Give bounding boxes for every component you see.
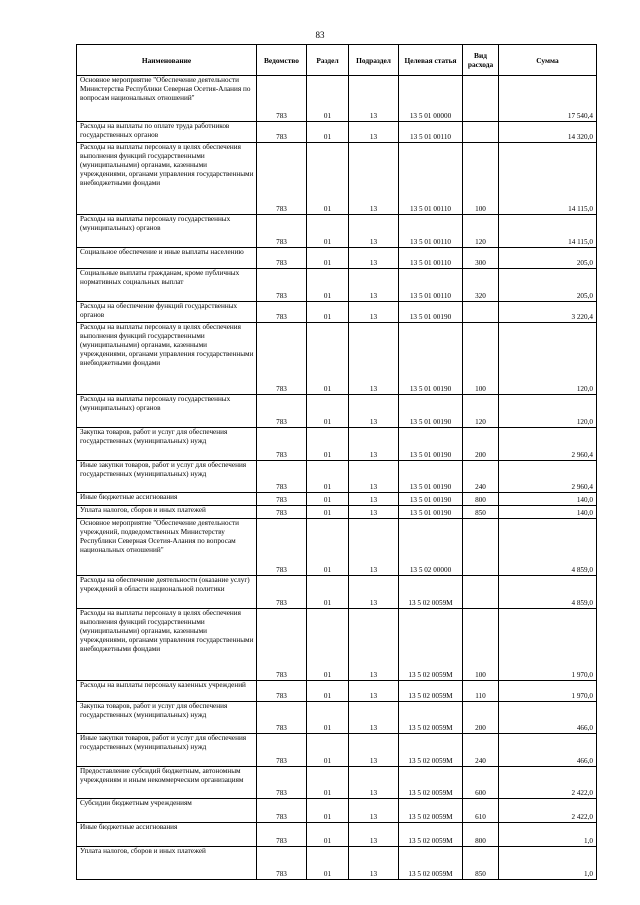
- table-row: [77, 122, 597, 143]
- row-section-cell: 01: [307, 76, 349, 122]
- row-section-cell: 01: [307, 799, 349, 823]
- row-target-article-cell: 13 5 01 00190: [399, 461, 463, 493]
- row-subsection-cell: 13: [349, 143, 399, 215]
- row-target-article-cell: 13 5 02 0059М: [399, 734, 463, 767]
- row-department-cell: 783: [257, 576, 307, 609]
- table-row: [77, 847, 597, 880]
- row-name-cell: Социальное обеспечение и иные выплаты населению: [77, 248, 257, 269]
- row-subsection-cell: 13: [349, 269, 399, 302]
- header-amount: Сумма: [499, 45, 597, 76]
- row-name-cell: Основное мероприятие "Обеспечение деятельности Министерства Республики Северная Осетия-Алания по вопросам национальных отношений": [77, 76, 257, 122]
- row-target-article-cell: 13 5 01 00110: [399, 248, 463, 269]
- table-row: [77, 702, 597, 734]
- row-target-article-cell: 13 5 01 00190: [399, 428, 463, 461]
- row-expense-type-cell: 100: [463, 609, 499, 681]
- row-amount-cell: 1,0: [499, 847, 597, 880]
- row-section-cell: 01: [307, 269, 349, 302]
- row-department-cell: 783: [257, 702, 307, 734]
- row-expense-type-cell: 240: [463, 734, 499, 767]
- row-amount-cell: 466,0: [499, 702, 597, 734]
- row-name-cell: Иные закупки товаров, работ и услуг для обеспечения государственных (муниципальных) нужд: [77, 734, 257, 767]
- row-name-cell: Основное мероприятие "Обеспечение деятельности учреждений, подведомственных Министерству Республики Северная Осетия-Алания по вопросам национальных отношений": [77, 519, 257, 576]
- row-target-article-cell: 13 5 01 00110: [399, 215, 463, 248]
- row-amount-cell: 2 422,0: [499, 767, 597, 799]
- row-name-cell: Расходы на выплаты персоналу в целях обеспечения выполнения функций государственными (муниципальными) органами, казенными учреждениями, органами управления государственными внебюджетными фондами: [77, 143, 257, 215]
- row-department-cell: 783: [257, 122, 307, 143]
- row-target-article-cell: 13 5 02 0059М: [399, 609, 463, 681]
- row-subsection-cell: 13: [349, 215, 399, 248]
- row-amount-cell: 466,0: [499, 734, 597, 767]
- row-name-cell: Уплата налогов, сборов и иных платежей: [77, 847, 257, 880]
- row-subsection-cell: 13: [349, 395, 399, 428]
- row-target-article-cell: 13 5 01 00110: [399, 122, 463, 143]
- row-department-cell: 783: [257, 76, 307, 122]
- row-department-cell: 783: [257, 799, 307, 823]
- row-expense-type-cell: [463, 519, 499, 576]
- table-row: [77, 767, 597, 799]
- row-expense-type-cell: [463, 122, 499, 143]
- row-target-article-cell: 13 5 01 00110: [399, 269, 463, 302]
- row-name-cell: Расходы на выплаты персоналу государственных (муниципальных) органов: [77, 395, 257, 428]
- row-subsection-cell: 13: [349, 323, 399, 395]
- row-expense-type-cell: 110: [463, 681, 499, 702]
- header-department: Ведомство: [257, 45, 307, 76]
- row-name-cell: Иные закупки товаров, работ и услуг для обеспечения государственных (муниципальных) нужд: [77, 461, 257, 493]
- row-name-cell: Расходы на выплаты персоналу государственных (муниципальных) органов: [77, 215, 257, 248]
- row-department-cell: 783: [257, 734, 307, 767]
- row-amount-cell: 2 960,4: [499, 461, 597, 493]
- row-expense-type-cell: 120: [463, 395, 499, 428]
- row-name-cell: Уплата налогов, сборов и иных платежей: [77, 506, 257, 519]
- row-section-cell: 01: [307, 847, 349, 880]
- row-subsection-cell: 13: [349, 576, 399, 609]
- row-subsection-cell: 13: [349, 702, 399, 734]
- row-section-cell: 01: [307, 395, 349, 428]
- row-department-cell: 783: [257, 269, 307, 302]
- row-amount-cell: 140,0: [499, 493, 597, 506]
- row-subsection-cell: 13: [349, 767, 399, 799]
- row-target-article-cell: 13 5 01 00190: [399, 506, 463, 519]
- row-name-cell: Расходы на выплаты персоналу в целях обеспечения выполнения функций государственными (муниципальными) органами, казенными учреждениями, органами управления государственными внебюджетными фондами: [77, 323, 257, 395]
- row-section-cell: 01: [307, 122, 349, 143]
- row-expense-type-cell: [463, 76, 499, 122]
- table-row: [77, 76, 597, 122]
- row-section-cell: 01: [307, 767, 349, 799]
- row-department-cell: 783: [257, 609, 307, 681]
- row-department-cell: 783: [257, 323, 307, 395]
- row-expense-type-cell: [463, 302, 499, 323]
- row-amount-cell: 205,0: [499, 269, 597, 302]
- row-name-cell: Расходы на обеспечение деятельности (оказание услуг) учреждений в области национальной политики: [77, 576, 257, 609]
- row-section-cell: 01: [307, 702, 349, 734]
- row-subsection-cell: 13: [349, 823, 399, 847]
- table-row: [77, 269, 597, 302]
- table-row: [77, 428, 597, 461]
- table-row: [77, 143, 597, 215]
- row-expense-type-cell: [463, 576, 499, 609]
- page-number: 83: [315, 30, 325, 40]
- row-expense-type-cell: 100: [463, 323, 499, 395]
- row-target-article-cell: 13 5 01 00000: [399, 76, 463, 122]
- row-section-cell: 01: [307, 143, 349, 215]
- row-department-cell: 783: [257, 823, 307, 847]
- row-name-cell: Расходы на выплаты персоналу казенных учреждений: [77, 681, 257, 702]
- row-department-cell: 783: [257, 428, 307, 461]
- row-expense-type-cell: 200: [463, 702, 499, 734]
- row-subsection-cell: 13: [349, 428, 399, 461]
- table-row: [77, 248, 597, 269]
- header-expense-type: Вид расхода: [463, 45, 499, 76]
- row-target-article-cell: 13 5 02 0059М: [399, 576, 463, 609]
- row-target-article-cell: 13 5 02 0059М: [399, 681, 463, 702]
- row-subsection-cell: 13: [349, 122, 399, 143]
- table-row: [77, 461, 597, 493]
- row-department-cell: 783: [257, 506, 307, 519]
- row-target-article-cell: 13 5 01 00190: [399, 323, 463, 395]
- row-amount-cell: 120,0: [499, 395, 597, 428]
- row-target-article-cell: 13 5 01 00190: [399, 493, 463, 506]
- row-subsection-cell: 13: [349, 76, 399, 122]
- row-name-cell: Расходы на выплаты по оплате труда работников государственных органов: [77, 122, 257, 143]
- row-section-cell: 01: [307, 323, 349, 395]
- header-section: Раздел: [307, 45, 349, 76]
- row-expense-type-cell: 200: [463, 428, 499, 461]
- row-amount-cell: 205,0: [499, 248, 597, 269]
- row-expense-type-cell: 850: [463, 506, 499, 519]
- row-expense-type-cell: 120: [463, 215, 499, 248]
- row-amount-cell: 120,0: [499, 323, 597, 395]
- row-subsection-cell: 13: [349, 799, 399, 823]
- row-subsection-cell: 13: [349, 461, 399, 493]
- row-subsection-cell: 13: [349, 248, 399, 269]
- row-subsection-cell: 13: [349, 506, 399, 519]
- row-amount-cell: 4 859,0: [499, 576, 597, 609]
- row-amount-cell: 2 960,4: [499, 428, 597, 461]
- row-section-cell: 01: [307, 681, 349, 702]
- row-section-cell: 01: [307, 461, 349, 493]
- row-name-cell: Закупка товаров, работ и услуг для обеспечения государственных (муниципальных) нужд: [77, 702, 257, 734]
- row-amount-cell: 14 115,0: [499, 215, 597, 248]
- row-amount-cell: 1,0: [499, 823, 597, 847]
- row-amount-cell: 14 115,0: [499, 143, 597, 215]
- row-amount-cell: 17 540,4: [499, 76, 597, 122]
- row-amount-cell: 4 859,0: [499, 519, 597, 576]
- row-department-cell: 783: [257, 461, 307, 493]
- row-section-cell: 01: [307, 248, 349, 269]
- row-name-cell: Иные бюджетные ассигнования: [77, 493, 257, 506]
- row-section-cell: 01: [307, 823, 349, 847]
- row-section-cell: 01: [307, 576, 349, 609]
- row-expense-type-cell: 600: [463, 767, 499, 799]
- row-expense-type-cell: 300: [463, 248, 499, 269]
- row-target-article-cell: 13 5 02 0059М: [399, 799, 463, 823]
- row-section-cell: 01: [307, 215, 349, 248]
- row-section-cell: 01: [307, 302, 349, 323]
- row-section-cell: 01: [307, 734, 349, 767]
- header-subsection: Подраздел: [349, 45, 399, 76]
- row-subsection-cell: 13: [349, 681, 399, 702]
- row-target-article-cell: 13 5 01 00190: [399, 395, 463, 428]
- table-row: [77, 323, 597, 395]
- table-row: [77, 215, 597, 248]
- row-name-cell: Социальные выплаты гражданам, кроме публичных нормативных социальных выплат: [77, 269, 257, 302]
- row-department-cell: 783: [257, 395, 307, 428]
- row-subsection-cell: 13: [349, 609, 399, 681]
- row-expense-type-cell: 800: [463, 493, 499, 506]
- header-name: Наименование: [77, 45, 257, 76]
- table-row: [77, 609, 597, 681]
- row-target-article-cell: 13 5 01 00190: [399, 302, 463, 323]
- row-target-article-cell: 13 5 02 0059М: [399, 823, 463, 847]
- row-target-article-cell: 13 5 02 0059М: [399, 767, 463, 799]
- table-row: [77, 823, 597, 847]
- table-row: [77, 506, 597, 519]
- row-expense-type-cell: 240: [463, 461, 499, 493]
- row-name-cell: Закупка товаров, работ и услуг для обеспечения государственных (муниципальных) нужд: [77, 428, 257, 461]
- row-section-cell: 01: [307, 519, 349, 576]
- row-section-cell: 01: [307, 506, 349, 519]
- row-expense-type-cell: 800: [463, 823, 499, 847]
- row-department-cell: 783: [257, 519, 307, 576]
- row-expense-type-cell: 320: [463, 269, 499, 302]
- row-subsection-cell: 13: [349, 519, 399, 576]
- row-department-cell: 783: [257, 248, 307, 269]
- row-amount-cell: 3 220,4: [499, 302, 597, 323]
- row-target-article-cell: 13 5 01 00110: [399, 143, 463, 215]
- row-name-cell: Расходы на выплаты персоналу в целях обеспечения выполнения функций государственными (муниципальными) органами, казенными учреждениями, органами управления государственными внебюджетными фондами: [77, 609, 257, 681]
- header-target-article: Целевая статья: [399, 45, 463, 76]
- table-row: [77, 576, 597, 609]
- row-name-cell: Субсидии бюджетным учреждениям: [77, 799, 257, 823]
- budget-table: [76, 44, 597, 880]
- table-row: [77, 493, 597, 506]
- table-row: [77, 395, 597, 428]
- row-expense-type-cell: 850: [463, 847, 499, 880]
- row-amount-cell: 1 970,0: [499, 681, 597, 702]
- row-target-article-cell: 13 5 02 00000: [399, 519, 463, 576]
- table-row: [77, 799, 597, 823]
- row-subsection-cell: 13: [349, 734, 399, 767]
- row-amount-cell: 14 320,0: [499, 122, 597, 143]
- row-amount-cell: 1 970,0: [499, 609, 597, 681]
- table-row: [77, 734, 597, 767]
- row-department-cell: 783: [257, 847, 307, 880]
- table-row: [77, 519, 597, 576]
- row-section-cell: 01: [307, 609, 349, 681]
- row-name-cell: Предоставление субсидий бюджетным, автономным учреждениям и иным некоммерческим организациям: [77, 767, 257, 799]
- row-expense-type-cell: 610: [463, 799, 499, 823]
- table-row: [77, 302, 597, 323]
- row-section-cell: 01: [307, 493, 349, 506]
- row-subsection-cell: 13: [349, 302, 399, 323]
- row-department-cell: 783: [257, 143, 307, 215]
- row-name-cell: Расходы на обеспечение функций государственных органов: [77, 302, 257, 323]
- row-amount-cell: 140,0: [499, 506, 597, 519]
- row-target-article-cell: 13 5 02 0059М: [399, 702, 463, 734]
- row-name-cell: Иные бюджетные ассигнования: [77, 823, 257, 847]
- table-header-row: [77, 45, 597, 76]
- row-subsection-cell: 13: [349, 847, 399, 880]
- row-amount-cell: 2 422,0: [499, 799, 597, 823]
- row-department-cell: 783: [257, 302, 307, 323]
- row-department-cell: 783: [257, 215, 307, 248]
- row-department-cell: 783: [257, 681, 307, 702]
- row-target-article-cell: 13 5 02 0059М: [399, 847, 463, 880]
- row-subsection-cell: 13: [349, 493, 399, 506]
- row-department-cell: 783: [257, 493, 307, 506]
- row-expense-type-cell: 100: [463, 143, 499, 215]
- table-row: [77, 681, 597, 702]
- row-section-cell: 01: [307, 428, 349, 461]
- row-department-cell: 783: [257, 767, 307, 799]
